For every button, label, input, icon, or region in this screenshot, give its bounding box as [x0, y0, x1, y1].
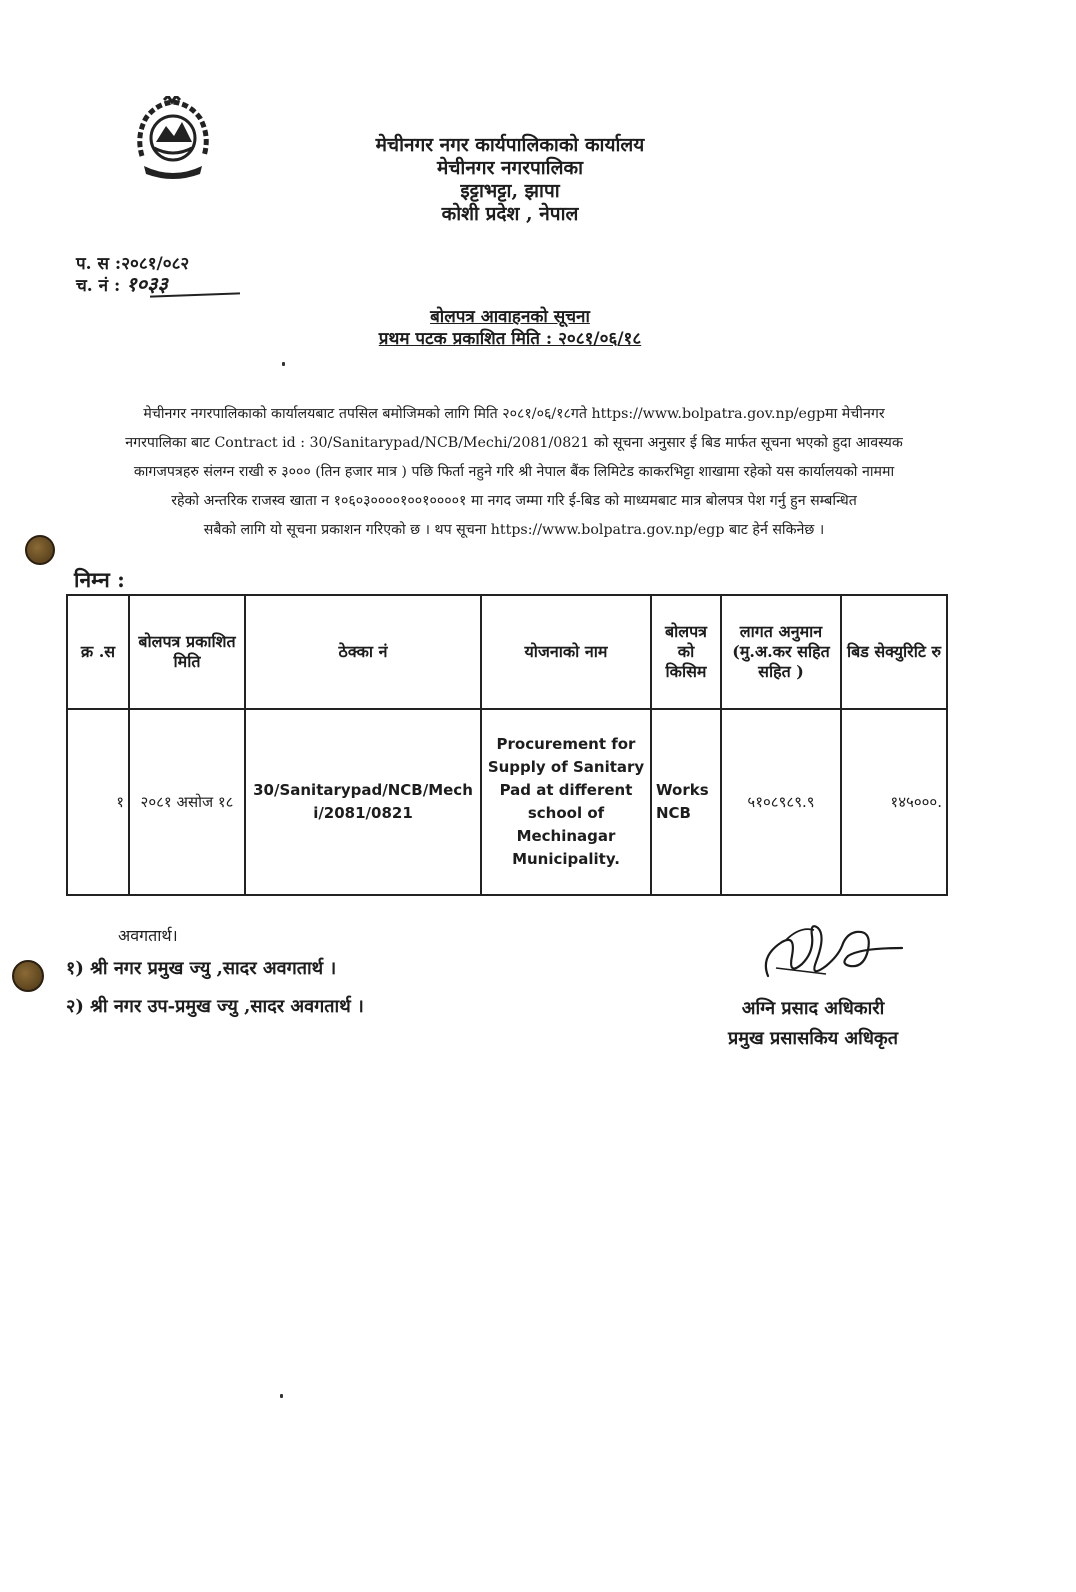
municipality-name: मेचीनगर नगरपालिका	[436, 157, 584, 179]
cell-date: २०८१ असोज १८	[129, 709, 245, 895]
header-security: बिड सेक्युरिटि रु	[841, 595, 947, 709]
header-date: बोलपत्र प्रकाशित मिति	[129, 595, 245, 709]
header-type: बोलपत्र को किसिम	[651, 595, 721, 709]
signer-name: अग्नि प्रसाद अधिकारी	[741, 998, 885, 1019]
body-line: सबैको लागि यो सूचना प्रकाशन गरिएको छ । थप सूचना https://www.bolpatra.gov.np/egp बाट हेर्न सकिनेछ ।	[203, 522, 825, 538]
signer-block	[688, 994, 938, 1054]
ps-label: प. स :	[76, 254, 122, 274]
cell-type: Works NCB	[651, 709, 721, 895]
signature-icon	[756, 916, 906, 990]
notice-subtitle: प्रथम पटक प्रकाशित मिति : २०८१/०६/१८	[378, 329, 642, 349]
header-cost: लागत अनुमान (मु.अ.कर सहित सहित )	[721, 595, 841, 709]
punch-hole-icon	[25, 535, 55, 565]
government-emblem-icon	[134, 96, 212, 180]
scan-speck	[282, 362, 285, 366]
body-line: नगरपालिका बाट Contract id : 30/Sanitarypad/NCB/Mechi/2081/0821 को सूचना अनुसार ई बिड मार्फत सूचना भएको हुदा आवस्यक	[125, 435, 903, 451]
table-header-row	[67, 595, 947, 709]
notice-title-block	[300, 306, 720, 350]
avagat-label: अवगतार्थ।	[118, 926, 178, 945]
office-province: कोशी प्रदेश , नेपाल	[441, 203, 579, 225]
body-line: कागजपत्रहरु संलग्न राखी रु ३००० (तिन हजार मात्र ) पछि फिर्ता नहुने गरि श्री नेपाल बैंक लिमिटेड काकरभिट्टा शाखामा रहेको यस कार्यालयको नाममा	[133, 464, 895, 480]
cell-cost: ५१०८९८९.९	[721, 709, 841, 895]
cell-contract: 30/Sanitarypad/NCB/Mechi/2081/0821	[245, 709, 481, 895]
punch-hole-icon	[12, 960, 44, 992]
notice-body	[76, 400, 952, 545]
tender-table	[66, 594, 948, 896]
nimna-label: निम्न :	[74, 567, 125, 592]
header-project: योजनाको नाम	[481, 595, 651, 709]
office-address: इट्टाभट्टा, झापा	[460, 180, 560, 202]
cn-label: च. नं :	[76, 276, 121, 296]
header-contract: ठेक्का नं	[245, 595, 481, 709]
cell-security: १४५०००.	[841, 709, 947, 895]
body-line: मेचीनगर नगरपालिकाको कार्यालयबाट तपसिल बमोजिमको लागि मिति २०८१/०६/१८गते https://www.bolpatra.gov.np/egpमा मेचीनगर	[143, 406, 885, 422]
reference-block	[76, 254, 189, 296]
ps-value: २०८१/०८२	[121, 254, 190, 274]
signer-title: प्रमुख प्रसासकिय अधिकृत	[728, 1028, 898, 1049]
notice-title: बोलपत्र आवाहनको सूचना	[430, 307, 590, 327]
body-line: रहेको अन्तरिक राजस्व खाता न १०६०३००००१००१००००१ मा नगद जम्मा गरि ई-बिड को माध्यमबाट मात्र बोलपत्र पेश गर्नु हुन सम्बन्धित	[171, 493, 857, 509]
header-sn: क्र .स	[67, 595, 129, 709]
office-name: मेचीनगर नगर कार्यपालिकाको कार्यालय	[375, 134, 645, 156]
office-header	[300, 134, 720, 226]
cell-project: Procurement for Supply of Sanitary Pad at different school of Mechinagar Municipality.	[481, 709, 651, 895]
cn-value: १०३३	[126, 272, 168, 296]
cell-sn: १	[67, 709, 129, 895]
table-row	[67, 709, 947, 895]
cc-line-deputy-mayor: २) श्री नगर उप-प्रमुख ज्यु ,सादर अवगतार्थ ।	[66, 996, 364, 1017]
scan-speck	[280, 1394, 283, 1398]
cc-line-mayor: १) श्री नगर प्रमुख ज्यु ,सादर अवगतार्थ ।	[66, 958, 337, 979]
